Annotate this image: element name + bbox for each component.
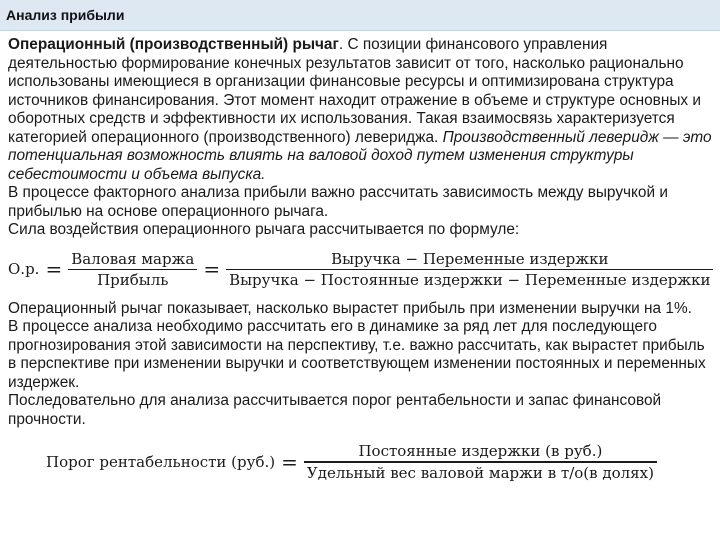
fraction-margin-profit [68,249,197,290]
definition-italic: Производственный леверидж — это потенциальная возможность влиять на валовой доход путем изменения структуры себестоимости и объема выпуска. [8,128,712,183]
paragraph-factor-analysis: В процессе факторного анализа прибыли важно рассчитать зависимость между выручкой и прибылью на основе операционного рычага. [8,184,668,220]
fraction-denominator: Выручка − Постоянные издержки − Переменные издержки [229,271,711,290]
fraction-breakeven [304,441,657,482]
formula-lhs: Порог рентабельности (руб.) [46,452,276,471]
fraction-revenue-costs [226,249,713,290]
paragraph-text: . С позиции финансового управления деятельностью формирование конечных результатов зависит от того, насколько рационально использованы имеющиеся в организации финансовые ресурсы и оптимизирована структура источников финансирования. Этот момент находит отражение в объеме и структуре основных и оборотных средств и эффективности их использования. Такая взаимосвязь характеризуется категорией операционного (производственного) левериджа. [8,36,701,146]
title-bar [0,0,720,31]
paragraph-formula-intro: Сила воздействия операционного рычага рассчитывается по формуле: [8,221,520,238]
fraction-denominator: Удельный вес валовой маржи в т/о(в долях) [306,463,654,482]
fraction-numerator: Выручка − Переменные издержки [331,249,609,268]
slide-content [8,36,712,493]
fraction-numerator: Постоянные издержки (в руб.) [358,442,603,461]
term-operating-leverage: Операционный (производственный) рычаг [8,36,339,53]
fraction-numerator: Валовая маржа [71,249,195,268]
paragraph-operating-leverage [8,36,712,184]
fraction-denominator: Прибыль [97,271,169,290]
breakeven-formula [8,431,712,493]
equals-sign: = [203,257,221,282]
page-title: Анализ прибыли [6,7,125,23]
paragraph-dynamics: В процессе анализа необходимо рассчитать его в динамике за ряд лет для последующего прогнозирования этой зависимости на перспективу, т.е. важно рассчитать, как вырастет прибыль в перспективе при изменении выручки и соответствующем изменении постоянных и переменных издержек. [8,318,706,391]
paragraph-leverage-meaning: Операционный рычаг показывает, насколько вырастет прибыль при изменении выручки на 1%. [8,299,692,317]
equals-sign: = [45,257,63,282]
operating-leverage-formula [8,240,712,300]
formula-lhs: О.р. [8,260,40,279]
paragraph-breakeven-intro: Последовательно для анализа рассчитывается порог рентабельности и запас финансовой прочности. [8,392,662,428]
equals-sign: = [281,449,298,474]
